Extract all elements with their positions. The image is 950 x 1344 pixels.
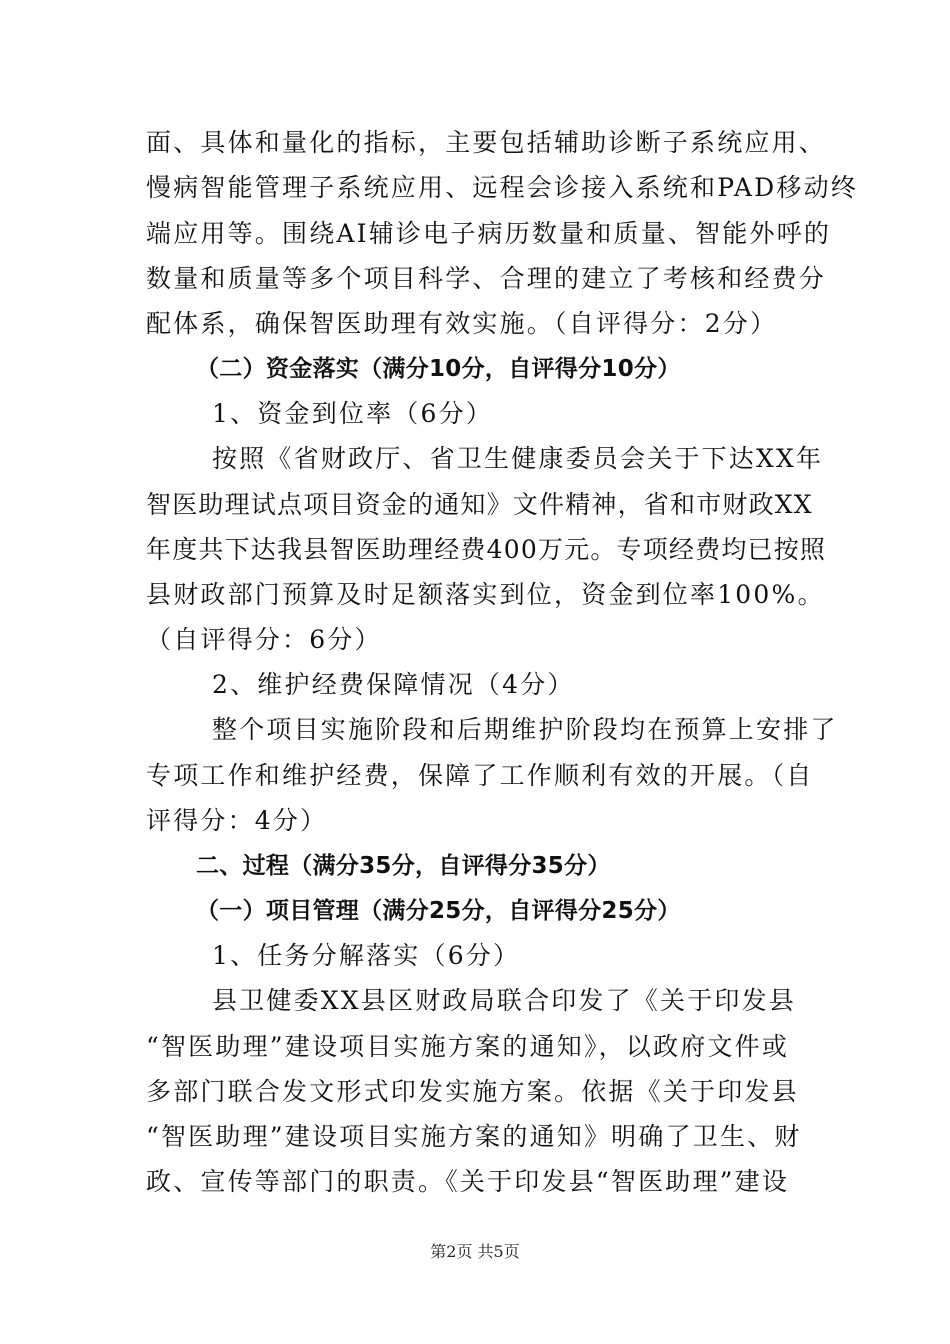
paragraph-line: 年度共下达我县智医助理经费400万元。专项经费均已按照 — [146, 535, 827, 564]
section-heading-funds: （二）资金落实（满分10分，自评得分10分） — [196, 356, 681, 382]
paragraph-line: “智医助理”建设项目实施方案的通知》明确了卫生、财 — [146, 1122, 802, 1151]
paragraph-line: 智医助理试点项目资金的通知》文件精神，省和市财政XX — [146, 490, 813, 519]
paragraph-line: 按照《省财政厅、省卫生健康委员会关于下达XX年 — [212, 444, 824, 473]
paragraph-line: 端应用等。围绕AI辅诊电子病历数量和质量、智能外呼的 — [146, 219, 832, 248]
paragraph-line: 政、宣传等部门的职责。《关于印发县“智医助理”建设 — [146, 1167, 790, 1196]
paragraph-line: “智医助理”建设项目实施方案的通知》，以政府文件或 — [146, 1032, 790, 1061]
section-heading-project-management: （一）项目管理（满分25分，自评得分25分） — [196, 898, 681, 924]
paragraph-line: 县财政部门预算及时足额落实到位，资金到位率100%。 — [146, 580, 825, 609]
subsection-title: 1、任务分解落实（6分） — [212, 941, 521, 970]
section-heading-process: 二、过程（满分35分，自评得分35分） — [196, 853, 611, 879]
paragraph-line: 数量和质量等多个项目科学、合理的建立了考核和经费分 — [146, 264, 827, 293]
page-number-footer: 第2页 共5页 — [430, 1242, 520, 1261]
paragraph-line: 专项工作和维护经费，保障了工作顺利有效的开展。（自 — [146, 761, 814, 790]
paragraph-line: 整个项目实施阶段和后期维护阶段均在预算上安排了 — [212, 715, 838, 744]
paragraph-line: 多部门联合发文形式印发实施方案。依据《关于印发县 — [146, 1077, 799, 1106]
paragraph-line: 面、具体和量化的指标，主要包括辅助诊断子系统应用、 — [146, 128, 827, 157]
subsection-title: 2、维护经费保障情况（4分） — [212, 670, 575, 699]
subsection-title: 1、资金到位率（6分） — [212, 399, 494, 428]
paragraph-line: （自评得分：6分） — [146, 625, 382, 654]
paragraph-line: 配体系，确保智医助理有效实施。（自评得分：2分） — [146, 309, 778, 338]
paragraph-line: 评得分：4分） — [146, 806, 328, 835]
paragraph-line: 慢病智能管理子系统应用、远程会诊接入系统和PAD移动终 — [146, 173, 859, 202]
paragraph-line: 县卫健委XX县区财政局联合印发了《关于印发县 — [212, 986, 796, 1015]
